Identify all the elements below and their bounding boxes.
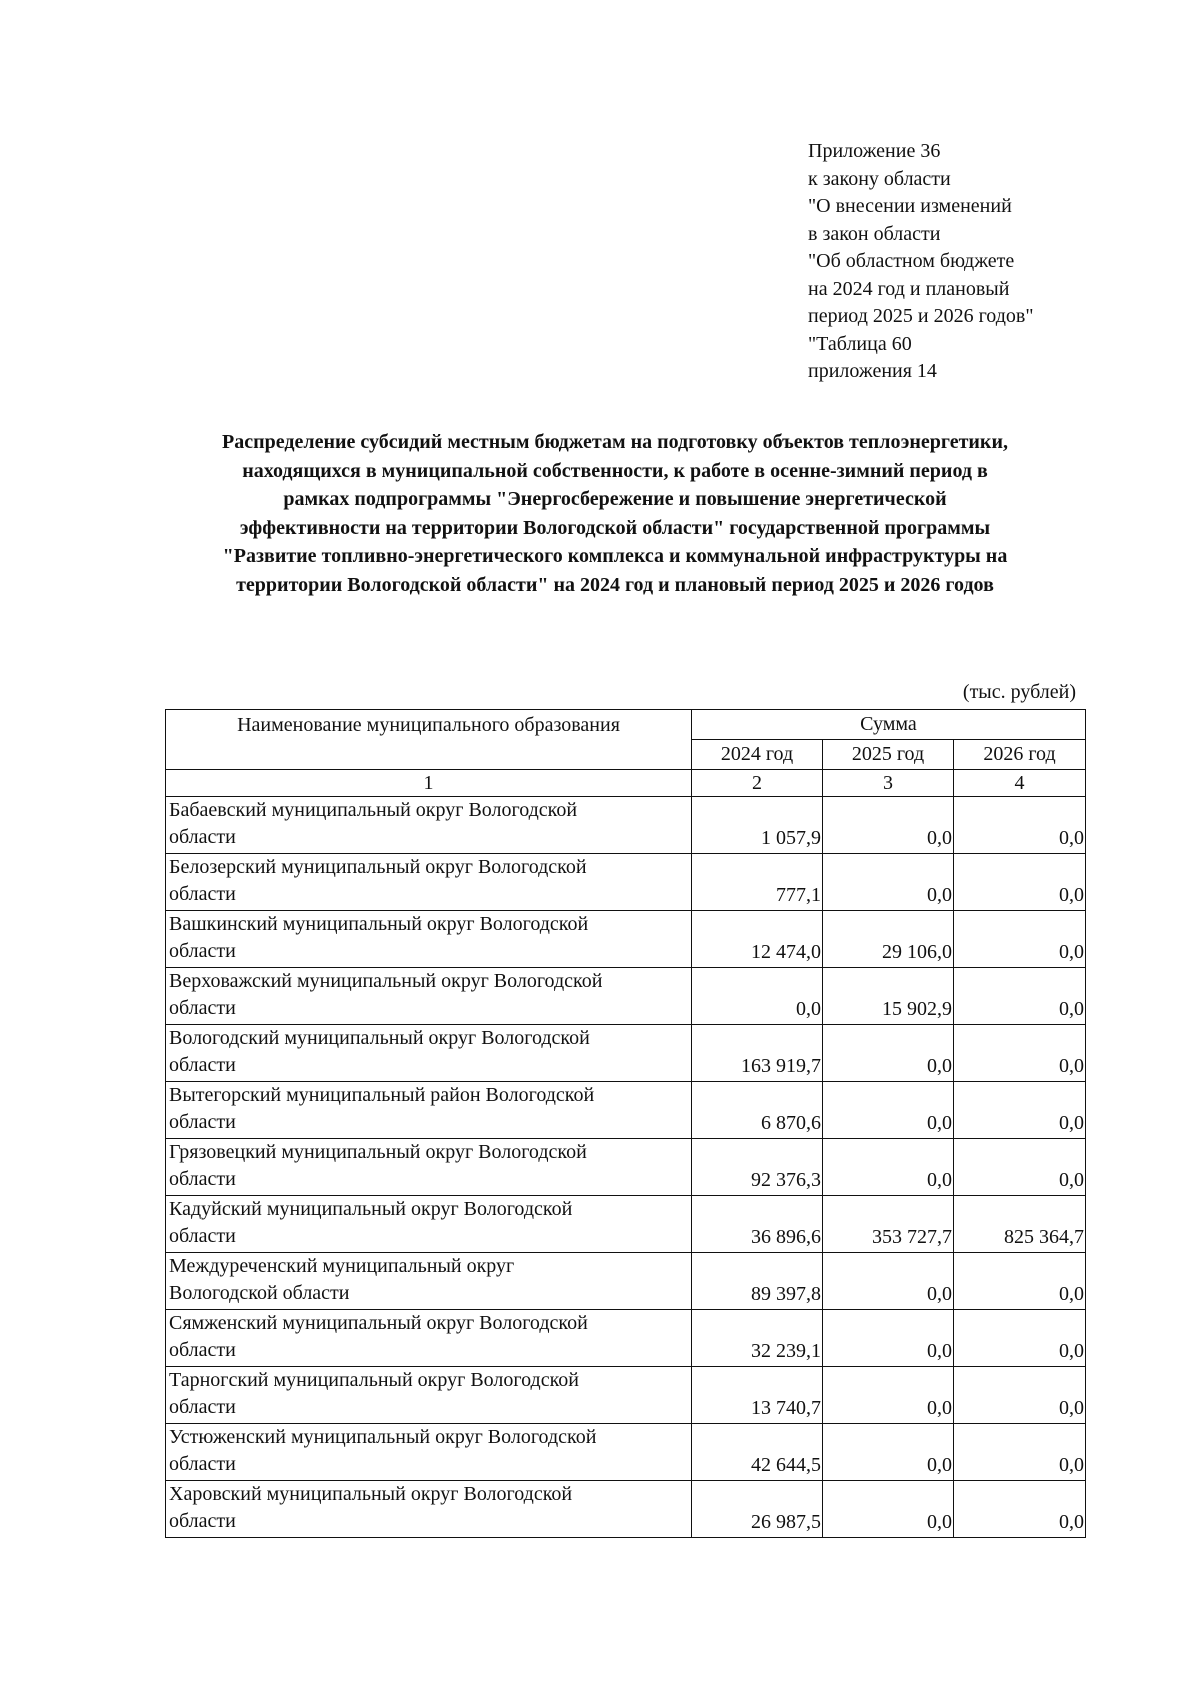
- table-row: [166, 1424, 1086, 1481]
- appendix-line: "Об областном бюджете: [808, 250, 1015, 272]
- amount-2024: 42 644,5: [692, 1424, 823, 1481]
- municipality-name-line: Устюженский муниципальный округ Вологодской: [169, 1426, 597, 1448]
- amount-2026: 0,0: [954, 797, 1086, 854]
- appendix-line: "Таблица 60: [808, 332, 912, 355]
- title-line: территории Вологодской области" на 2024 год и плановый период 2025 и 2026 годов: [236, 573, 994, 596]
- municipality-name-line: Вологодской области: [169, 1282, 350, 1304]
- subsidy-table: [165, 709, 1086, 1538]
- amount-2026: 0,0: [954, 968, 1086, 1025]
- title-line: находящихся в муниципальной собственности, к работе в осенне-зимний период в: [242, 459, 988, 482]
- municipality-name: [166, 1481, 692, 1538]
- appendix-line: к закону области: [808, 167, 951, 190]
- amount-2024: 36 896,6: [692, 1196, 823, 1253]
- amount-2026: 0,0: [954, 1481, 1086, 1538]
- amount-2024: 163 919,7: [692, 1025, 823, 1082]
- municipality-name-line: Харовский муниципальный округ Вологодской: [169, 1483, 573, 1505]
- municipality-name-line: области: [169, 1339, 236, 1361]
- municipality-name: [166, 1139, 692, 1196]
- municipality-name-line: области: [169, 1453, 236, 1475]
- municipality-name-line: Верховажский муниципальный округ Вологодской: [169, 970, 603, 992]
- header-municipality: Наименование муниципального образования: [166, 710, 692, 770]
- header-year-2024: 2024 год: [692, 740, 823, 770]
- amount-2026: 0,0: [954, 854, 1086, 911]
- amount-2025: 29 106,0: [823, 911, 954, 968]
- municipality-name-line: области: [169, 1225, 236, 1247]
- municipality-name: [166, 1025, 692, 1082]
- amount-2025: 0,0: [823, 1139, 954, 1196]
- amount-2025: 0,0: [823, 1253, 954, 1310]
- municipality-name-line: области: [169, 1111, 236, 1133]
- appendix-line: период 2025 и 2026 годов": [808, 305, 1034, 327]
- municipality-name: [166, 1082, 692, 1139]
- header-year-2026: 2026 год: [954, 740, 1086, 770]
- municipality-name: [166, 1253, 692, 1310]
- amount-2024: 6 870,6: [692, 1082, 823, 1139]
- header-year-2025: 2025 год: [823, 740, 954, 770]
- municipality-name-line: области: [169, 1054, 236, 1076]
- amount-2024: 89 397,8: [692, 1253, 823, 1310]
- municipality-name-line: Вологодский муниципальный округ Вологодской: [169, 1027, 590, 1049]
- amount-2026: 0,0: [954, 1310, 1086, 1367]
- municipality-name: [166, 1310, 692, 1367]
- amount-2026: 0,0: [954, 1025, 1086, 1082]
- appendix-line: на 2024 год и плановый: [808, 277, 1010, 300]
- units-label: (тыс. рублей): [962, 681, 1076, 703]
- municipality-name: [166, 1424, 692, 1481]
- table-row: [166, 911, 1086, 968]
- table-row: [166, 1310, 1086, 1367]
- municipality-name: [166, 968, 692, 1025]
- amount-2025: 0,0: [823, 797, 954, 854]
- amount-2024: 26 987,5: [692, 1481, 823, 1538]
- table-row: [166, 1367, 1086, 1424]
- column-number: 4: [954, 770, 1086, 797]
- table-row: [166, 1082, 1086, 1139]
- amount-2025: 0,0: [823, 1481, 954, 1538]
- amount-2025: 353 727,7: [823, 1196, 954, 1253]
- document-title: [150, 428, 1080, 599]
- municipality-name-line: Тарногский муниципальный округ Вологодской: [169, 1369, 579, 1391]
- municipality-name-line: области: [169, 1168, 236, 1190]
- amount-2025: 0,0: [823, 1367, 954, 1424]
- header-sum: Сумма: [692, 710, 1086, 740]
- municipality-name-line: Бабаевский муниципальный округ Вологодской: [169, 799, 578, 821]
- amount-2026: 0,0: [954, 1139, 1086, 1196]
- amount-2024: 1 057,9: [692, 797, 823, 854]
- municipality-name-line: Вашкинский муниципальный округ Вологодской: [169, 913, 589, 935]
- appendix-reference: [808, 138, 1034, 386]
- municipality-name: [166, 797, 692, 854]
- table-body: [166, 797, 1086, 1538]
- table-row: [166, 1253, 1086, 1310]
- municipality-name: [166, 1367, 692, 1424]
- table-row: [166, 797, 1086, 854]
- amount-2026: 0,0: [954, 1082, 1086, 1139]
- municipality-name-line: области: [169, 883, 236, 905]
- municipality-name-line: Грязовецкий муниципальный округ Вологодской: [169, 1141, 587, 1163]
- amount-2025: 15 902,9: [823, 968, 954, 1025]
- municipality-name-line: Междуреченский муниципальный округ: [169, 1255, 515, 1277]
- table-row: [166, 1139, 1086, 1196]
- amount-2026: 0,0: [954, 1253, 1086, 1310]
- column-number: 3: [823, 770, 954, 797]
- municipality-name-line: области: [169, 1396, 236, 1418]
- amount-2024: 13 740,7: [692, 1367, 823, 1424]
- table-header: [166, 710, 1086, 797]
- municipality-name-line: области: [169, 826, 236, 848]
- appendix-line: приложения 14: [808, 360, 937, 382]
- amount-2025: 0,0: [823, 1310, 954, 1367]
- amount-2026: 825 364,7: [954, 1196, 1086, 1253]
- municipality-name-line: Сямженский муниципальный округ Вологодской: [169, 1312, 588, 1334]
- amount-2024: 32 239,1: [692, 1310, 823, 1367]
- amount-2024: 12 474,0: [692, 911, 823, 968]
- table-row: [166, 968, 1086, 1025]
- table-row: [166, 854, 1086, 911]
- amount-2026: 0,0: [954, 1367, 1086, 1424]
- appendix-line: в закон области: [808, 222, 941, 245]
- title-line: Распределение субсидий местным бюджетам на подготовку объектов теплоэнергетики,: [222, 431, 1008, 453]
- column-number: 2: [692, 770, 823, 797]
- municipality-name-line: Вытегорский муниципальный район Вологодской: [169, 1084, 595, 1106]
- municipality-name: [166, 854, 692, 911]
- table-row: [166, 1025, 1086, 1082]
- title-line: рамках подпрограммы "Энергосбережение и повышение энергетической: [283, 488, 947, 510]
- appendix-line: Приложение 36: [808, 140, 941, 162]
- amount-2025: 0,0: [823, 1082, 954, 1139]
- amount-2025: 0,0: [823, 854, 954, 911]
- amount-2025: 0,0: [823, 1025, 954, 1082]
- table-row: [166, 1481, 1086, 1538]
- municipality-name-line: области: [169, 940, 236, 962]
- appendix-line: "О внесении изменений: [808, 195, 1012, 217]
- column-number: 1: [166, 770, 692, 797]
- amount-2024: 777,1: [692, 854, 823, 911]
- municipality-name-line: области: [169, 997, 236, 1019]
- municipality-name-line: области: [169, 1510, 236, 1532]
- municipality-name-line: Белозерский муниципальный округ Вологодской: [169, 856, 587, 878]
- amount-2024: 92 376,3: [692, 1139, 823, 1196]
- amount-2026: 0,0: [954, 911, 1086, 968]
- title-line: "Развитие топливно-энергетического комплекса и коммунальной инфраструктуры на: [222, 545, 1008, 567]
- municipality-name: [166, 1196, 692, 1253]
- amount-2026: 0,0: [954, 1424, 1086, 1481]
- amount-2025: 0,0: [823, 1424, 954, 1481]
- table-row: [166, 1196, 1086, 1253]
- title-line: эффективности на территории Вологодской области" государственной программы: [239, 516, 991, 539]
- municipality-name: [166, 911, 692, 968]
- municipality-name-line: Кадуйский муниципальный округ Вологодской: [169, 1198, 573, 1220]
- amount-2024: 0,0: [692, 968, 823, 1025]
